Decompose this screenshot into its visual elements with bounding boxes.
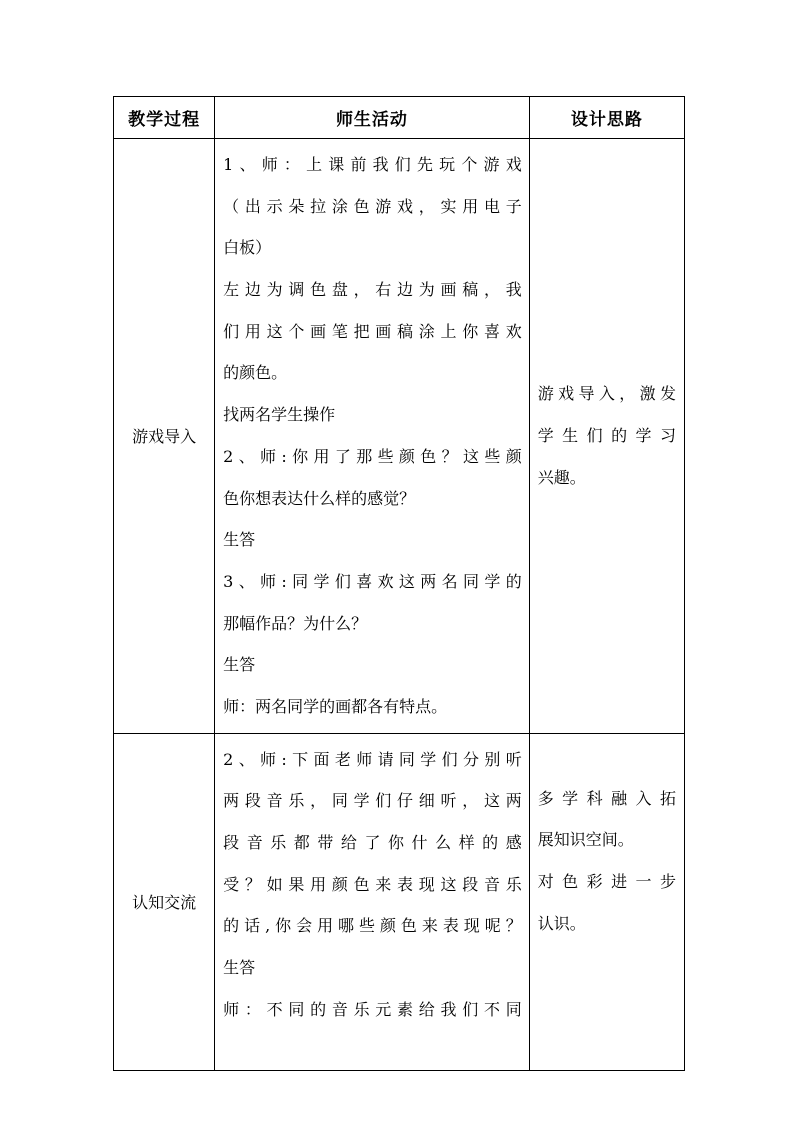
activity-line: 的话,你会用哪些颜色来表现呢？ bbox=[223, 916, 522, 936]
activity-line: 那幅作品？为什么？ bbox=[223, 613, 368, 633]
idea-line: 认识。 bbox=[537, 913, 586, 933]
activity-line: 生答 bbox=[223, 530, 256, 550]
activity-line: 左边为调色盘，右边为画稿，我 bbox=[223, 280, 522, 300]
activity-line: 2、师:下面老师请同学们分别听 bbox=[223, 749, 522, 769]
activity-cell bbox=[215, 733, 530, 1070]
stage-cell: 游戏导入 bbox=[114, 139, 215, 734]
activity-line: 生答 bbox=[223, 655, 256, 675]
stage-cell: 认知交流 bbox=[114, 733, 215, 1070]
activity-line: 1、师：上课前我们先玩个游戏 bbox=[223, 155, 522, 174]
table-header-row bbox=[114, 97, 685, 139]
lesson-plan-table bbox=[113, 96, 685, 1071]
activity-line: 的颜色。 bbox=[223, 363, 288, 383]
idea-line: 展知识空间。 bbox=[537, 830, 634, 850]
table-row bbox=[114, 733, 685, 1070]
idea-line: 学生们的学习 bbox=[537, 425, 676, 445]
activity-line: 生答 bbox=[223, 958, 256, 978]
activity-line: 色你想表达什么样的感觉？ bbox=[223, 488, 416, 508]
activity-line: 白板） bbox=[223, 238, 272, 258]
table-row bbox=[114, 139, 685, 734]
activity-line: 2、师:你用了那些颜色？这些颜 bbox=[223, 446, 522, 466]
activity-line: 3、师:同学们喜欢这两名同学的 bbox=[223, 571, 522, 591]
header-activity: 师生活动 bbox=[215, 97, 530, 139]
header-stage: 教学过程 bbox=[114, 97, 215, 139]
activity-line: 段音乐都带给了你什么样的感 bbox=[223, 833, 522, 852]
header-idea: 设计思路 bbox=[529, 97, 684, 139]
activity-line: （出示朵拉涂色游戏，实用电子 bbox=[223, 196, 522, 216]
activity-line: 找两名学生操作 bbox=[223, 405, 336, 425]
activity-line: 受？如果用颜色来表现这段音乐 bbox=[223, 874, 522, 894]
activity-line: 们用这个画笔把画稿涂上你喜欢 bbox=[223, 321, 522, 341]
idea-line: 兴趣。 bbox=[537, 467, 586, 487]
idea-cell bbox=[529, 139, 684, 734]
idea-line: 对色彩进一步 bbox=[537, 872, 676, 891]
activity-line: 师：两名同学的画都各有特点。 bbox=[223, 696, 448, 716]
activity-line: 两段音乐，同学们仔细听，这两 bbox=[223, 791, 522, 811]
idea-line: 游戏导入，激发 bbox=[537, 384, 676, 404]
idea-cell bbox=[529, 733, 684, 1070]
activity-line: 师：不同的音乐元素给我们不同 bbox=[223, 999, 522, 1019]
activity-cell bbox=[215, 139, 530, 734]
idea-line: 多学科融入拓 bbox=[537, 788, 676, 808]
